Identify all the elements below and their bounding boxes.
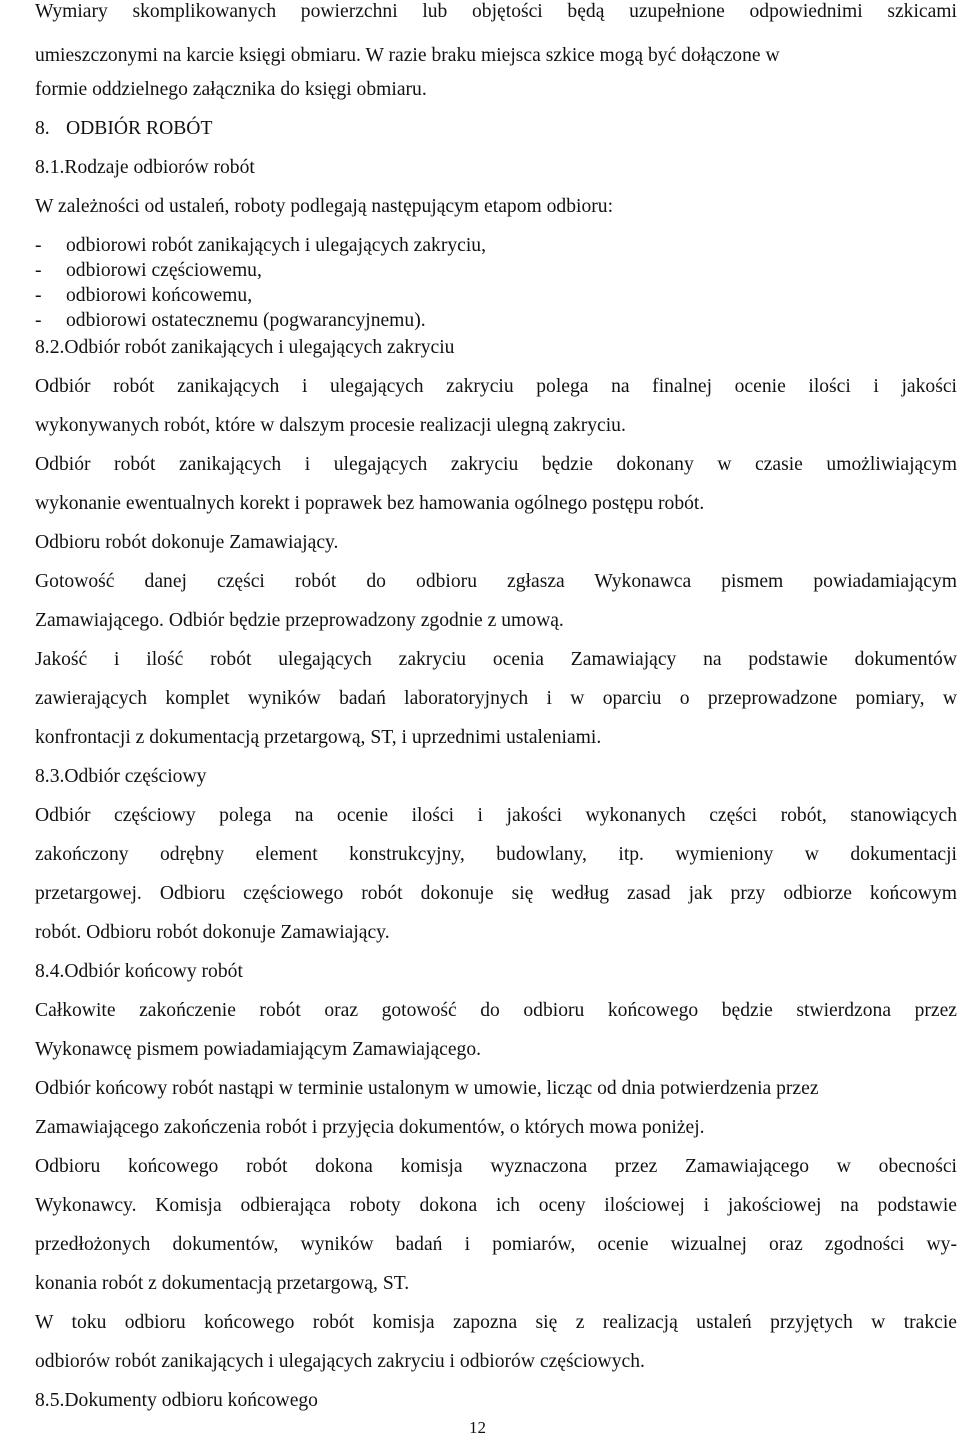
section-8-4-p3-line-4: konania robót z dokumentacją przetargową, ST. [35,1273,410,1294]
section-8-4-p4-line-1: W toku odbioru końcowego robót komisja zapozna się z realizacją ustaleń przyjętych w trakcie [35,1312,957,1333]
section-8-2-heading [35,336,454,360]
intro-line-2: umieszczonymi na karcie księgi obmiaru. W razie braku miejsca szkice mogą być dołączone w [35,45,780,66]
section-8-3-line-3: przetargowej. Odbioru częściowego robót dokonuje się według zasad jak przy odbiorze końcowym [35,883,957,904]
section-8-4-heading [35,960,243,984]
section-8-3-line-4: robót. Odbioru robót dokonuje Zamawiający. [35,922,390,943]
section-8-4-p1-line-2: Wykonawcę pismem powiadamiającym Zamawiającego. [35,1039,482,1060]
section-8-4-p1-line-1: Całkowite zakończenie robót oraz gotowość do odbioru końcowego będzie stwierdzona przez [35,1000,957,1021]
section-8-5-title: Dokumenty odbioru końcowego [64,1390,318,1411]
section-8-2-p1-line-2: wykonywanych robót, które w dalszym procesie realizacji ulegną zakryciu. [35,415,626,436]
section-8-2-p1-line-1: Odbiór robót zanikających i ulegających zakryciu polega na finalnej ocenie ilości i jakości [35,376,957,397]
section-8-2-p5-line-2: zawierających komplet wyników badań laboratoryjnych i w oparciu o przeprowadzone pomiary, w [35,688,957,709]
section-8-2-p4-line-1: Gotowość danej części robót do odbioru zgłasza Wykonawca pismem powiadamiającym [35,571,957,592]
list-dash: - [35,285,42,306]
section-8-4-p3-line-3: przedłożonych dokumentów, wyników badań i pomiarów, ocenie wizualnej oraz zgodności wy- [35,1234,957,1255]
section-8-2-p2-line-1: Odbiór robót zanikających i ulegających zakryciu będzie dokonany w czasie umożliwiającym [35,454,957,475]
list-dash: - [35,260,42,281]
section-8-2-p2-line-2: wykonanie ewentualnych korekt i poprawek bez hamowania ogólnego postępu robót. [35,493,705,514]
section-8-4-p4-line-2: odbiorów robót zanikających i ulegających zakryciu i odbiorów częściowych. [35,1351,645,1372]
intro-line-1: Wymiary skomplikowanych powierzchni lub objętości będą uzupełnione odpowiednimi szkicami [35,1,957,22]
section-8-4-title: Odbiór końcowy robót [64,961,243,982]
section-8-2-p5-line-1: Jakość i ilość robót ulegających zakryciu ocenia Zamawiający na podstawie dokumentów [35,649,957,670]
section-8-title: ODBIÓR ROBÓT [66,118,213,139]
list-item [35,309,426,333]
intro-line-3: formie oddzielnego załącznika do księgi obmiaru. [35,79,427,100]
section-8-4-p3-line-1: Odbioru końcowego robót dokona komisja wyznaczona przez Zamawiającego w obecności [35,1156,957,1177]
list-item-text: odbiorowi końcowemu, [66,285,253,306]
section-8-4-p2-line-1: Odbiór końcowy robót nastąpi w terminie ustalonym w umowie, licząc od dnia potwierdzenia przez [35,1078,819,1099]
section-8-1-number: 8.1. [35,157,65,178]
section-8-3-line-2: zakończony odrębny element konstrukcyjny, budowlany, itp. wymieniony w dokumentacji [35,844,957,865]
section-8-2-p3: Odbioru robót dokonuje Zamawiający. [35,532,339,553]
list-item [35,284,252,308]
section-8-1-heading [35,156,255,180]
document-page [35,0,957,1436]
section-8-2-title: Odbiór robót zanikających i ulegających zakryciu [64,337,455,358]
section-8-2-p4-line-2: Zamawiającego. Odbiór będzie przeprowadzony zgodnie z umową. [35,610,564,631]
list-item-text: odbiorowi ostatecznemu (pogwarancyjnemu). [66,310,426,331]
list-dash: - [35,310,42,331]
section-8-5-heading [35,1389,318,1413]
section-8-2-number: 8.2. [35,337,65,358]
list-item [35,234,486,258]
section-8-1-title: Rodzaje odbiorów robót [64,157,255,178]
section-8-number: 8. [35,118,50,139]
section-8-3-number: 8.3. [35,766,65,787]
list-item-text: odbiorowi częściowemu, [66,260,262,281]
list-item [35,259,262,283]
section-8-heading [35,117,212,141]
section-8-4-p3-line-2: Wykonawcy. Komisja odbierająca roboty dokona ich oceny ilościowej i jakościowej na podstawie [35,1195,957,1216]
section-8-4-number: 8.4. [35,961,65,982]
section-8-3-heading [35,765,206,789]
section-8-5-number: 8.5. [35,1390,65,1411]
section-8-4-p2-line-2: Zamawiającego zakończenia robót i przyjęcia dokumentów, o których mowa poniżej. [35,1117,705,1138]
section-8-1-lead: W zależności od ustaleń, roboty podlegają następującym etapom odbioru: [35,196,614,217]
list-dash: - [35,235,42,256]
section-8-3-title: Odbiór częściowy [64,766,207,787]
section-8-3-line-1: Odbiór częściowy polega na ocenie ilości i jakości wykonanych części robót, stanowiących [35,805,957,826]
page-number: 12 [469,1418,486,1437]
list-item-text: odbiorowi robót zanikających i ulegających zakryciu, [66,235,487,256]
section-8-2-p5-line-3: konfrontacji z dokumentacją przetargową, ST, i uprzednimi ustaleniami. [35,727,602,748]
